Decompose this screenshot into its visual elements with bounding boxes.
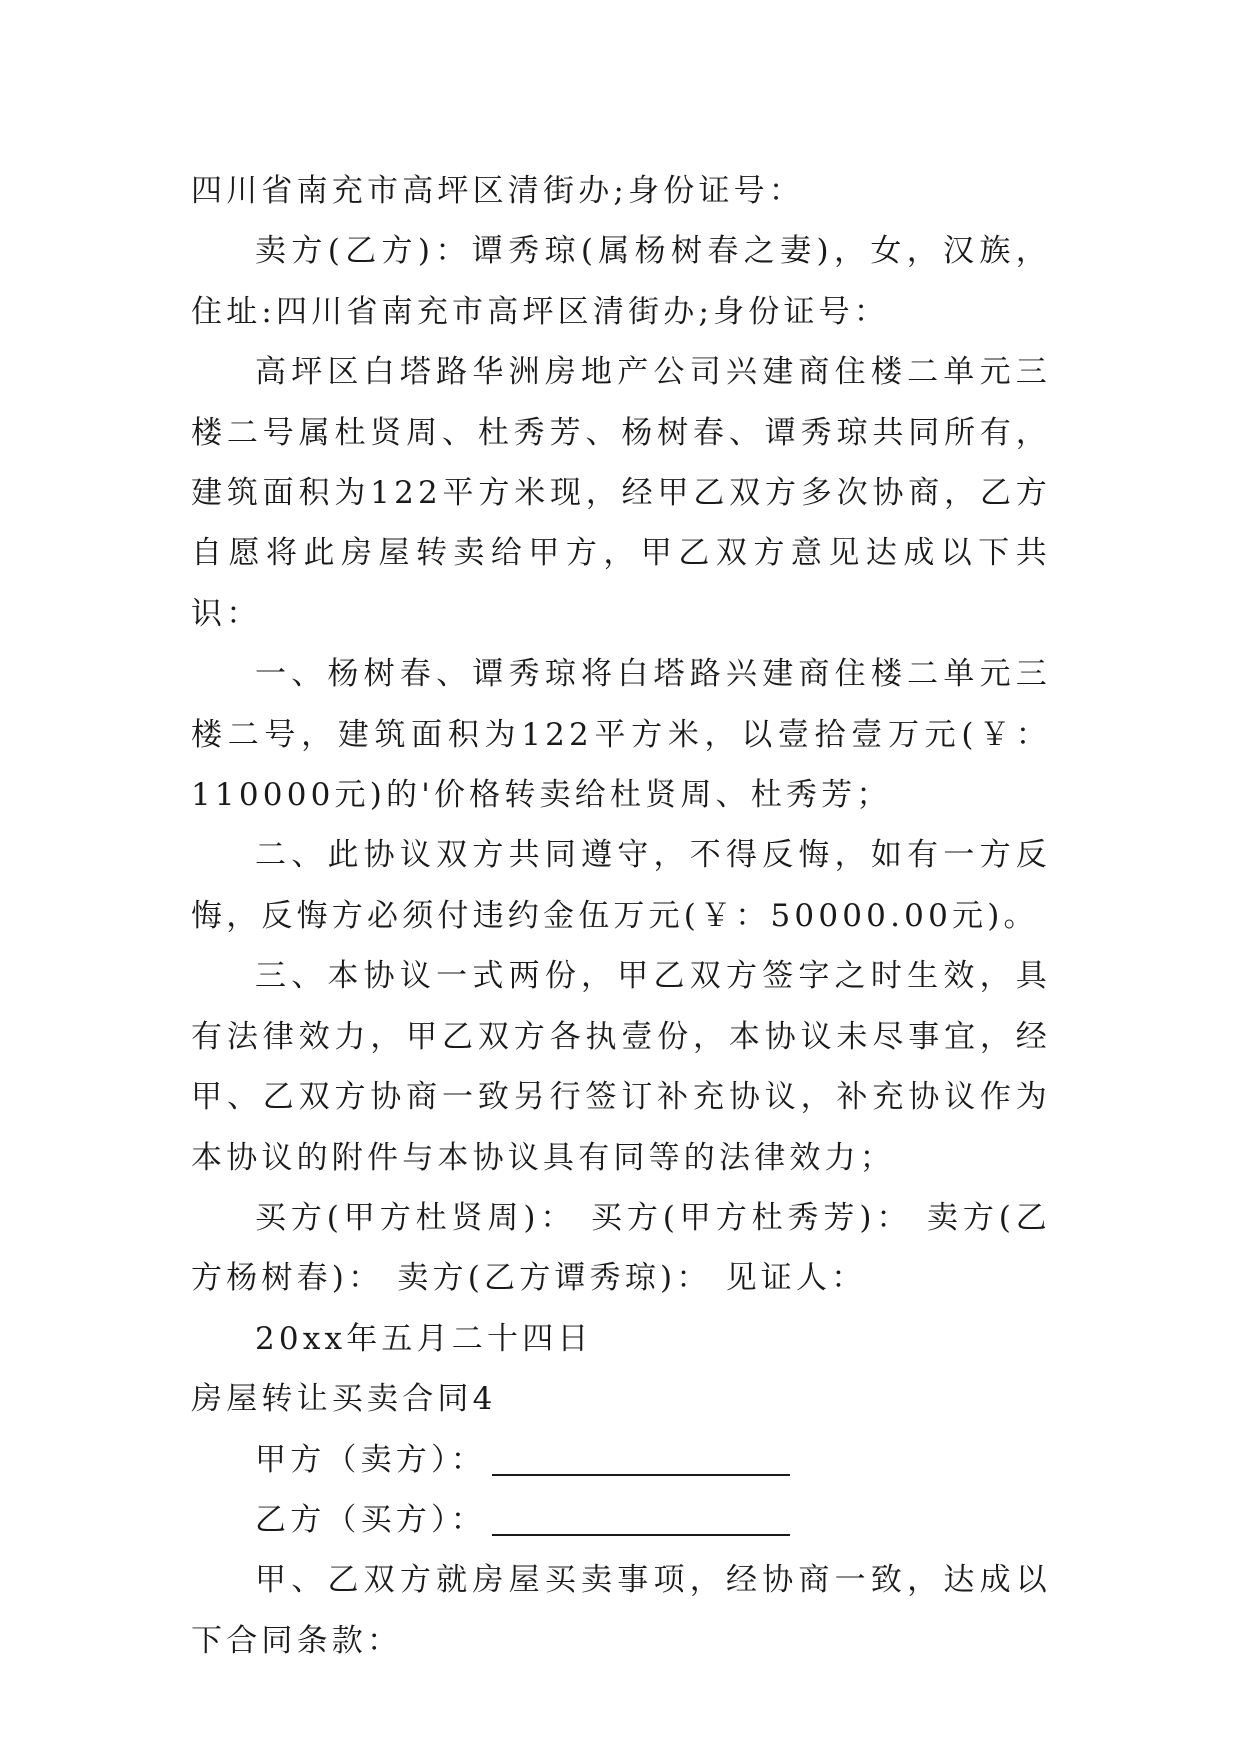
party-b-blank [492,1504,790,1536]
property-description: 高坪区白塔路华洲房地产公司兴建商住楼二单元三楼二号属杜贤周、杜秀芳、杨树春、谭秀琼共同所有，建筑面积为122平方米现，经甲乙双方多次协商，乙方自愿将此房屋转卖给甲方，甲乙双方意见达成以下共识： [191,354,1051,632]
party-a-label: 甲方（卖方）： [255,1441,486,1478]
party-b-label: 乙方（买方）： [255,1501,486,1538]
seller-address-continued: 四川省南充市高坪区清街办;身份证号： [191,173,805,209]
party-a-blank [492,1444,790,1476]
contract-text [191,161,1051,1671]
seller-b-info: 卖方(乙方)：谭秀琼(属杨树春之妻)，女，汉族，住址:四川省南充市高坪区清街办;身份证号： [191,233,1051,330]
clause-three: 三、本协议一式两份，甲乙双方签字之时生效，具有法律效力，甲乙双方各执壹份，本协议未尽事宜，经甲、乙双方协商一致另行签订补充协议，补充协议作为本协议的附件与本协议具有同等的法律效力； [191,958,1051,1176]
clause-one: 一、杨树春、谭秀琼将白塔路兴建商住楼二单元三楼二号，建筑面积为122平方米，以壹拾壹万元(￥：110000元)的'价格转卖给杜贤周、杜秀芳； [191,656,1051,814]
party-a-line [191,1430,1051,1490]
clause-two: 二、此协议双方共同遵守，不得反悔，如有一方反悔，反悔方必须付违约金伍万元(￥：50000.00元)。 [191,837,1051,934]
party-b-line [191,1490,1051,1550]
contract-date: 20xx年五月二十四日 [255,1320,593,1357]
signature-line: 买方(甲方杜贤周)： 买方(甲方杜秀芳)： 卖方(乙方杨树春)： 卖方(乙方谭秀琼)： 见证人： [191,1199,1051,1297]
section-heading: 房屋转让买卖合同4 [191,1381,497,1418]
agreement-intro: 甲、乙双方就房屋买卖事项，经协商一致，达成以下合同条款： [191,1562,1051,1659]
